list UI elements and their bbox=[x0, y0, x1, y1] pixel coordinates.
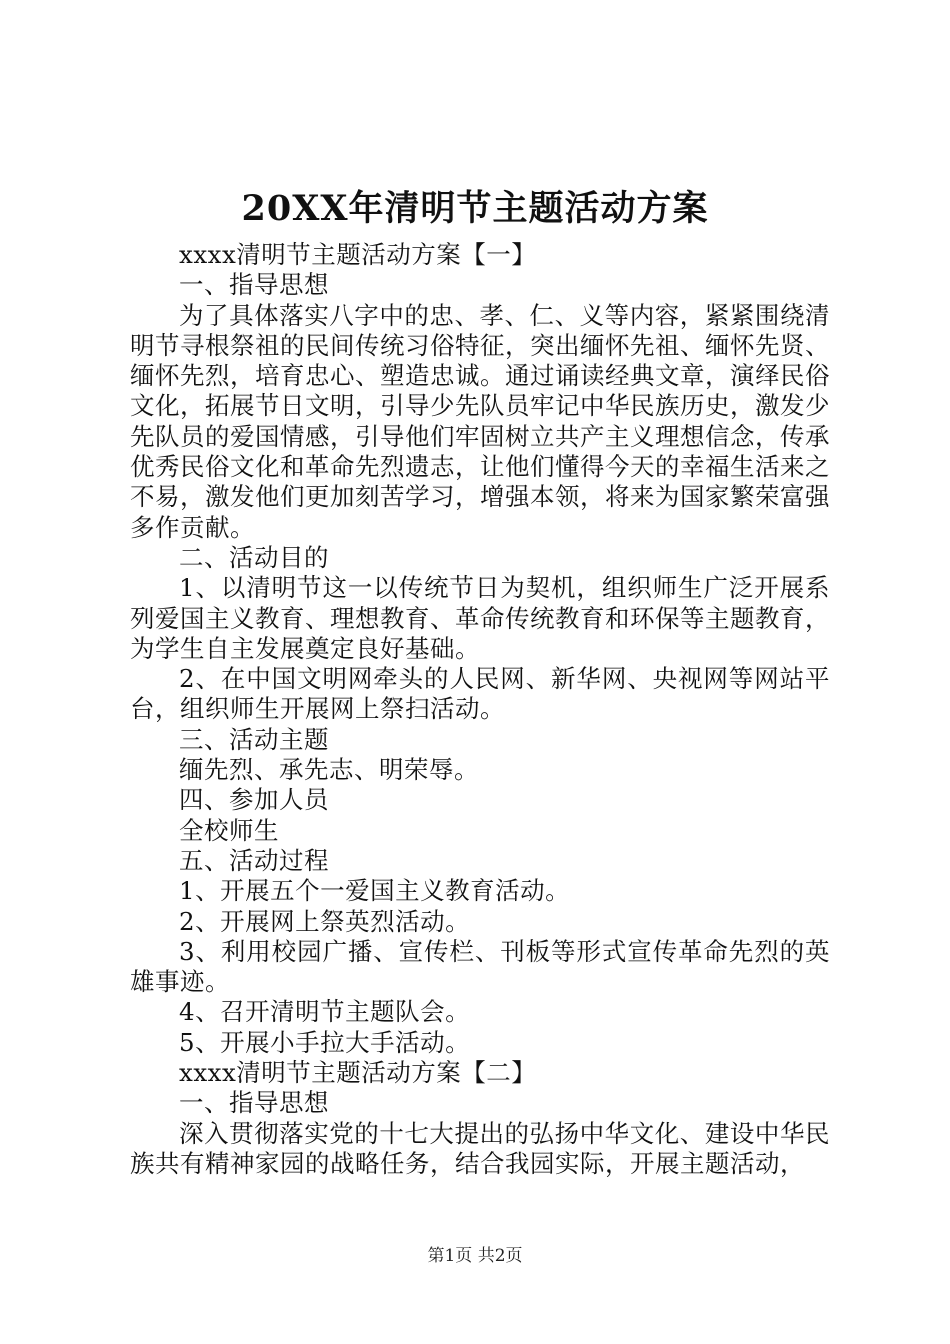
document-title: 20XX年清明节主题活动方案 bbox=[241, 188, 709, 229]
paragraph-purpose-1: 1、以清明节这一以传统节日为契机，组织师生广泛开展系列爱国主义教育、理想教育、革命传统教育和环保等主题教育，为学生自主发展奠定良好基础。 bbox=[130, 573, 830, 663]
heading-guiding-ideology-two: 一、指导思想 bbox=[179, 1088, 329, 1118]
paragraph-guiding-ideology: 为了具体落实八字中的忠、孝、仁、义等内容，紧紧围绕清明节寻根祭祖的民间传统习俗特征，突出缅怀先祖、缅怀先贤、缅怀先烈，培育忠心、塑造忠诚。通过诵读经典文章，演绎民俗文化，拓展节日文明，引导少先队员牢记中华民族历史，激发少先队员的爱国情感，引导他们牢固树立共产主义理想信念，传承优秀民俗文化和革命先烈遗志，让他们懂得今天的幸福生活来之不易，激发他们更加刻苦学习，增强本领，将来为国家繁荣富强多作贡献。 bbox=[130, 300, 830, 542]
heading-guiding-ideology: 一、指导思想 bbox=[179, 270, 329, 300]
paragraph-participants: 全校师生 bbox=[179, 815, 279, 845]
list-item-process-4: 4、召开清明节主题队会。 bbox=[179, 997, 471, 1027]
list-item-process-5: 5、开展小手拉大手活动。 bbox=[179, 1027, 471, 1057]
list-item-process-1: 1、开展五个一爱国主义教育活动。 bbox=[179, 876, 571, 906]
list-item-process-3: 3、利用校园广播、宣传栏、刊板等形式宣传革命先烈的英雄事迹。 bbox=[130, 936, 830, 997]
paragraph-activity-theme: 缅先烈、承先志、明荣辱。 bbox=[179, 755, 479, 785]
heading-activity-theme: 三、活动主题 bbox=[179, 724, 329, 754]
paragraph-purpose-2: 2、在中国文明网牵头的人民网、新华网、央视网等网站平台，组织师生开展网上祭扫活动。 bbox=[130, 664, 830, 724]
document-body bbox=[130, 240, 830, 1179]
list-item-process-2: 2、开展网上祭英烈活动。 bbox=[179, 906, 471, 936]
paragraph-guiding-ideology-two: 深入贯彻落实党的十七大提出的弘扬中华文化、建设中华民族共有精神家园的战略任务，结合我园实际，开展主题活动， bbox=[130, 1118, 830, 1178]
heading-activity-process: 五、活动过程 bbox=[179, 845, 329, 875]
heading-participants: 四、参加人员 bbox=[179, 785, 329, 815]
section-heading-plan-one: xxxx清明节主题活动方案【一】 bbox=[179, 240, 537, 269]
page-footer: 第1页 共2页 bbox=[427, 1246, 523, 1266]
heading-activity-purpose: 二、活动目的 bbox=[179, 542, 329, 572]
section-heading-plan-two: xxxx清明节主题活动方案【二】 bbox=[179, 1058, 537, 1088]
